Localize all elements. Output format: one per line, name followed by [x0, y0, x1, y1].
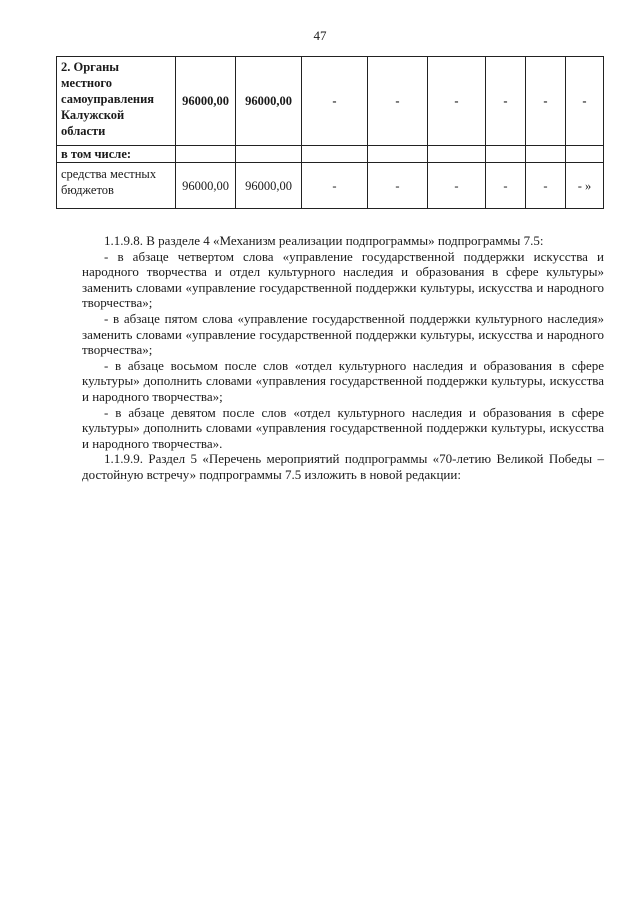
dash-cell: -	[428, 163, 486, 209]
empty-cell	[302, 146, 368, 163]
paragraph: - в абзаце восьмом после слов «отдел культурного наследия и образования в сфере культуры» дополнить словами «управления государственной поддержки культуры, искусства и народного творчества»;	[82, 357, 604, 404]
paragraph: 1.1.9.9. Раздел 5 «Перечень мероприятий подпрограммы «70-летию Великой Победы – достойную встречу» подпрограммы 7.5 изложить в новой редакции:	[82, 451, 604, 482]
paragraph: - в абзаце четвертом слова «управление государственной поддержки искусства и народного творчества и отдел культурного наследия и образования в сфере культуры» заменить словами «управление государственной поддержки культуры, искусства и народного творчества»;	[82, 248, 604, 311]
table-row	[57, 146, 604, 163]
dash-cell: -	[428, 57, 486, 146]
row-name-cell: средства местных бюджетов	[57, 163, 176, 209]
budget-table	[56, 56, 604, 209]
dash-cell: -	[566, 57, 604, 146]
empty-cell	[428, 146, 486, 163]
total-cell: 96000,00	[176, 163, 236, 209]
total-cell: 96000,00	[176, 57, 236, 146]
dash-cell: -	[302, 163, 368, 209]
dash-cell: -	[526, 163, 566, 209]
dash-cell: -	[368, 163, 428, 209]
table-row	[57, 57, 604, 146]
dash-cell: -	[486, 163, 526, 209]
page-number: 47	[313, 28, 327, 43]
dash-cell: -	[486, 57, 526, 146]
dash-cell: - »	[566, 163, 604, 209]
empty-cell	[236, 146, 302, 163]
empty-cell	[176, 146, 236, 163]
table-row	[57, 163, 604, 209]
empty-cell	[526, 146, 566, 163]
empty-cell	[566, 146, 604, 163]
dash-cell: -	[368, 57, 428, 146]
paragraph: - в абзаце пятом слова «управление государственной поддержки культурного наследия» заменить словами «управление государственной поддержки культуры, искусства и народного творчества»;	[82, 310, 604, 358]
empty-cell	[368, 146, 428, 163]
document-body	[82, 233, 604, 483]
dash-cell: -	[526, 57, 566, 146]
row-name-cell: 2. Органы местного самоуправления Калужской области	[57, 57, 176, 146]
row-name-cell: в том числе:	[57, 146, 176, 163]
empty-cell	[486, 146, 526, 163]
year-cell: 96000,00	[236, 57, 302, 146]
paragraph: 1.1.9.8. В разделе 4 «Механизм реализации подпрограммы» подпрограммы 7.5:	[104, 233, 544, 248]
year-cell: 96000,00	[236, 163, 302, 209]
dash-cell: -	[302, 57, 368, 146]
paragraph: - в абзаце девятом после слов «отдел культурного наследия и образования в сфере культуры» дополнить словами «управления государственной поддержки культуры, искусства и народного творчества».	[82, 404, 604, 451]
